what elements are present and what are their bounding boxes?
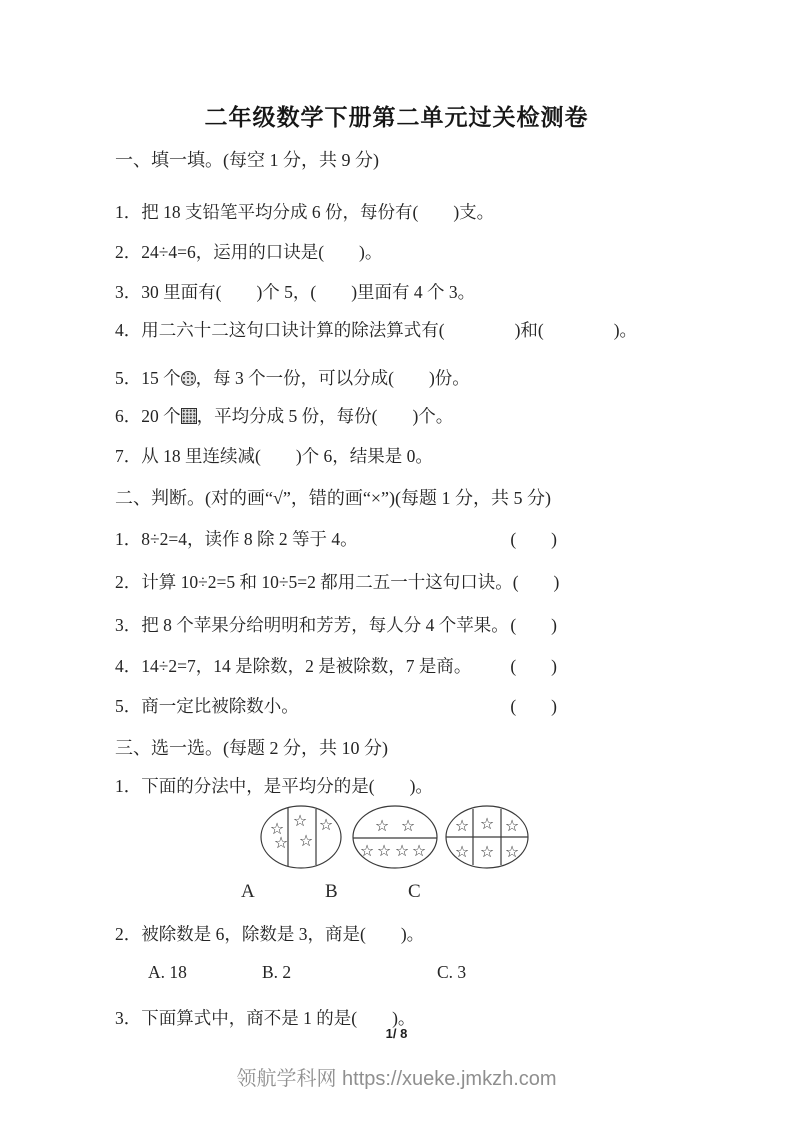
question-s1-3: 3．30 里面有( )个 5，( )里面有 4 个 3。 [115,282,476,302]
answer-blank: ( ) [510,656,557,676]
question-s1-1: 1．把 18 支铅笔平均分成 6 份，每份有( )支。 [115,202,495,222]
star-icon: ☆ [298,831,314,850]
star-icon: ☆ [269,819,285,838]
question-s2-1: 1．8÷2=4，读作 8 除 2 等于 4。 [115,529,358,549]
option-b: B. 2 [262,962,292,982]
star-icon: ☆ [292,811,308,830]
question-s2-2: 2．计算 10÷2=5 和 10÷5=2 都用二五一十这句口诀。 [115,572,513,592]
question-s1-5-suffix: ，每 3 个一份，可以分成( )份。 [195,368,470,388]
question-s3-2: 2．被除数是 6，除数是 3，商是( )。 [115,924,425,944]
dotted-square-icon [181,408,197,424]
page-title: 二年级数学下册第二单元过关检测卷 [204,104,589,130]
star-icon: ☆ [273,833,289,852]
section-two-heading: 二、判断。(对的画“√”，错的画“×”)(每题 1 分，共 5 分) [115,488,551,508]
figure-label-c: C [408,881,421,902]
star-icon: ☆ [454,842,470,861]
dotted-ball-icon [181,371,196,386]
answer-blank: ( ) [512,572,560,592]
figure-label-a: A [241,881,255,902]
option-c: C. 3 [437,962,467,982]
answer-blank: ( ) [510,696,557,716]
section-three-heading: 三、选一选。(每题 2 分，共 10 分) [115,738,388,758]
question-s1-4: 4．用二六十二这句口诀计算的除法算式有( )和( )。 [115,320,638,340]
question-s2-3: 3．把 8 个苹果分给明明和芳芳，每人分 4 个苹果。 [115,615,509,635]
star-ovals-diagram [115,804,678,904]
question-s2-4: 4．14÷2=7，14 是除数，2 是被除数，7 是商。 [115,656,472,676]
judge-row [115,654,678,678]
star-icon: ☆ [504,816,520,835]
figure-label-b: B [325,881,338,902]
star-icon: ☆ [504,842,520,861]
answer-blank: ( ) [510,615,557,635]
answer-blank: ( ) [510,529,557,549]
star-icon: ☆ [411,841,427,860]
question-s1-6 [115,404,678,428]
judge-row [115,694,678,718]
question-s1-5-prefix: 5．15 个 [115,368,181,388]
question-s3-3: 3．下面算式中，商不是 1 的是( )。 [115,1008,416,1028]
question-s1-2: 2．24÷4=6，运用的口诀是( )。 [115,242,383,262]
question-s1-6-prefix: 6．20 个 [115,406,181,426]
star-icon: ☆ [376,841,392,860]
judge-row [115,613,678,637]
star-icon: ☆ [479,842,495,861]
option-a: A. 18 [148,962,187,982]
question-s3-1: 1．下面的分法中，是平均分的是( )。 [115,776,433,796]
star-icon: ☆ [359,841,375,860]
equal-share-figure [115,804,678,904]
page-number: 1/ 8 [385,1026,408,1041]
star-icon: ☆ [374,816,390,835]
question-s1-6-suffix: ，平均分成 5 份，每份( )个。 [196,406,454,426]
judge-row [115,570,678,594]
section-one-heading: 一、填一填。(每空 1 分，共 9 分) [115,150,379,170]
question-s1-7: 7．从 18 里连续减( )个 6，结果是 0。 [115,446,433,466]
star-icon: ☆ [394,841,410,860]
question-s2-5: 5．商一定比被除数小。 [115,696,299,716]
star-icon: ☆ [400,816,416,835]
page-content [115,0,678,1030]
judge-row [115,527,678,551]
options-row [115,962,678,986]
question-s1-5 [115,366,678,390]
star-icon: ☆ [479,814,495,833]
star-icon: ☆ [318,815,334,834]
star-icon: ☆ [454,816,470,835]
watermark-text: 领航学科网 https://xueke.jmkzh.com [236,1068,557,1090]
